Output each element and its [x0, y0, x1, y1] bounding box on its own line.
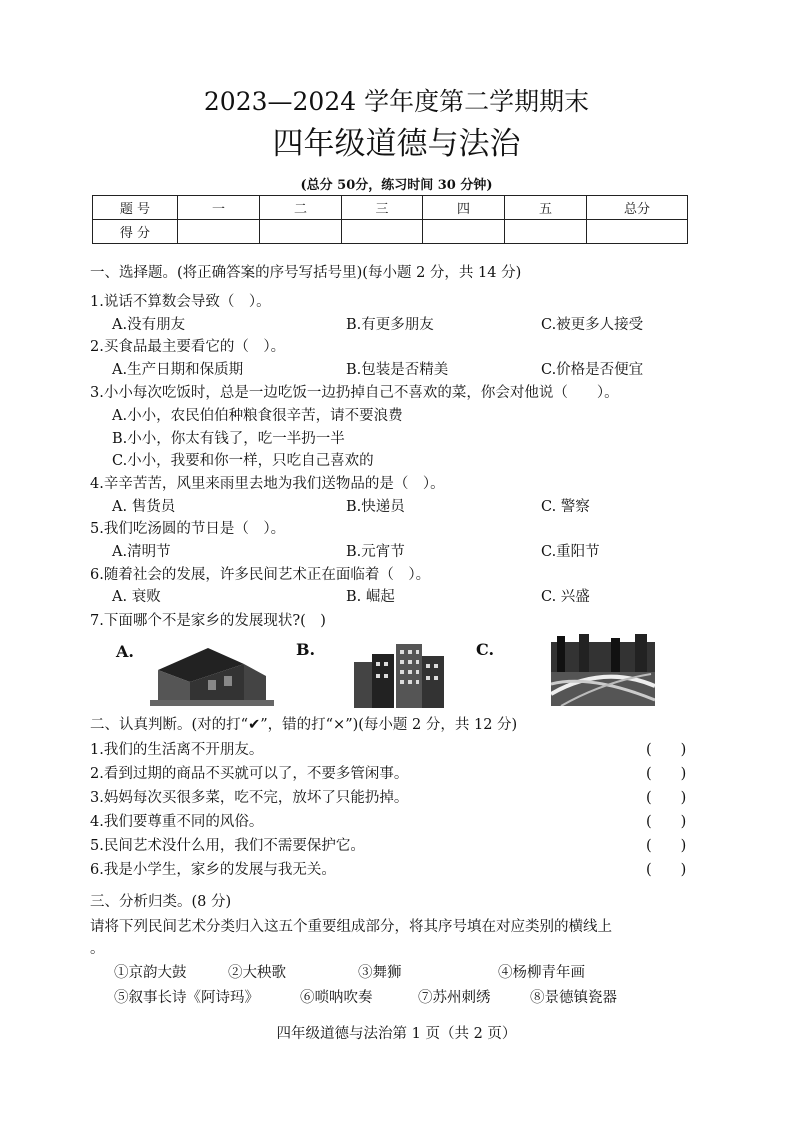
option-b: B.快递员 — [346, 499, 405, 515]
folk-art-item: ⑦苏州刺绣 — [418, 990, 491, 1006]
question-stem: 2.买食品最主要看它的（ ）。 — [90, 339, 286, 355]
option-a: A. 衰败 — [112, 589, 161, 605]
score-table-cell: 四 — [423, 196, 505, 220]
option-b: B.有更多朋友 — [346, 317, 434, 333]
judgement-item: 3.妈妈每次买很多菜，吃不完，放坏了只能扔掉。 — [90, 790, 409, 806]
score-table-cell: 五 — [505, 196, 587, 220]
exam-note: (总分 50分，练习时间 30 分钟) — [300, 178, 493, 193]
answer-paren[interactable]: ( ) — [646, 814, 687, 830]
option-c: C. — [476, 640, 495, 659]
question-stem: 3.小小每次吃饭时，总是一边吃饭一边扔掉自己不喜欢的菜，你会对他说（ ）。 — [90, 385, 619, 401]
folk-art-item: ⑧景德镇瓷器 — [530, 990, 617, 1006]
option-b: B. 崛起 — [346, 589, 395, 605]
section3-heading: 三、分析归类。(8 分) — [90, 894, 232, 910]
score-table-cell: 二 — [260, 196, 342, 220]
question-stem: 6.随着社会的发展，许多民间艺术正在面临着（ ）。 — [90, 567, 431, 583]
score-cell[interactable] — [423, 220, 505, 244]
folk-art-item: ⑤叙事长诗《阿诗玛》 — [114, 990, 259, 1006]
option-c: C. 兴盛 — [541, 589, 590, 605]
apartment-buildings-picture — [352, 636, 448, 708]
section1-heading: 一、选择题。(将正确答案的序号写括号里)(每小题 2 分，共 14 分) — [90, 265, 522, 281]
folk-art-item: ③舞狮 — [358, 965, 402, 981]
question-stem: 5.我们吃汤圆的节日是（ ）。 — [90, 521, 286, 537]
option-b: B.元宵节 — [346, 544, 405, 560]
option-c: C.被更多人接受 — [541, 317, 644, 333]
section2-heading: 二、认真判断。(对的打“✔”，错的打“×”)(每小题 2 分，共 12 分) — [90, 717, 518, 733]
answer-paren[interactable]: ( ) — [646, 862, 687, 878]
score-cell[interactable] — [505, 220, 587, 244]
option-c: C.小小，我要和你一样，只吃自己喜欢的 — [112, 453, 374, 469]
exam-title-subject: 四年级道德与法治 — [272, 126, 521, 162]
score-table — [92, 195, 688, 244]
answer-paren[interactable]: ( ) — [646, 766, 687, 782]
score-table-cell: 总分 — [587, 196, 688, 220]
judgement-item: 6.我是小学生，家乡的发展与我无关。 — [90, 862, 336, 878]
answer-paren[interactable]: ( ) — [646, 790, 687, 806]
judgement-item: 2.看到过期的商品不买就可以了，不要多管闲事。 — [90, 766, 409, 782]
score-table-cell: 一 — [178, 196, 260, 220]
score-cell[interactable] — [260, 220, 342, 244]
city-overpass-picture — [551, 634, 655, 706]
option-a: A.小小，农民伯伯种粮食很辛苦，请不要浪费 — [112, 408, 403, 424]
folk-art-item: ⑥唢呐吹奏 — [300, 990, 373, 1006]
folk-art-item: ④杨柳青年画 — [498, 965, 585, 981]
option-c: C. 警察 — [541, 499, 590, 515]
score-cell[interactable] — [178, 220, 260, 244]
question-stem: 4.辛辛苦苦，风里来雨里去地为我们送物品的是（ ）。 — [90, 476, 445, 492]
section3-instruction: 请将下列民间艺术分类归入这五个重要组成部分，将其序号填在对应类别的横线上 — [90, 919, 612, 935]
option-b: B. — [296, 640, 316, 659]
judgement-item: 5.民间艺术没什么用，我们不需要保护它。 — [90, 838, 365, 854]
score-table-score-row — [93, 220, 688, 244]
option-a: A. 售货员 — [112, 499, 176, 515]
option-b: B.小小，你太有钱了，吃一半扔一半 — [112, 431, 345, 447]
option-a: A. — [116, 642, 134, 661]
judgement-item: 1.我们的生活离不开朋友。 — [90, 742, 264, 758]
option-a: A.生产日期和保质期 — [112, 362, 244, 378]
answer-paren[interactable]: ( ) — [646, 742, 687, 758]
score-cell[interactable] — [587, 220, 688, 244]
answer-paren[interactable]: ( ) — [646, 838, 687, 854]
option-b: B.包装是否精美 — [346, 362, 449, 378]
option-c: C.价格是否便宜 — [541, 362, 644, 378]
option-a: A.清明节 — [112, 544, 171, 560]
score-cell[interactable] — [342, 220, 423, 244]
score-table-cell: 题 号 — [93, 196, 178, 220]
question-stem: 1.说话不算数会导致（ ）。 — [90, 294, 271, 310]
folk-art-item: ②大秧歌 — [228, 965, 286, 981]
score-table-header-row — [93, 196, 688, 220]
exam-title-year: 2023—2024 学年度第二学期期末 — [203, 87, 590, 116]
folk-art-item: ①京韵大鼓 — [114, 965, 187, 981]
old-house-picture — [150, 640, 274, 706]
option-a: A.没有朋友 — [112, 317, 186, 333]
score-table-cell: 三 — [342, 196, 423, 220]
question-stem: 7.下面哪个不是家乡的发展现状?( ) — [90, 613, 326, 629]
page-footer: 四年级道德与法治第 1 页（共 2 页） — [276, 1026, 517, 1042]
judgement-item: 4.我们要尊重不同的风俗。 — [90, 814, 264, 830]
score-row-label: 得 分 — [93, 220, 178, 244]
option-c: C.重阳节 — [541, 544, 600, 560]
section3-instruction-tail: 。 — [90, 941, 105, 957]
